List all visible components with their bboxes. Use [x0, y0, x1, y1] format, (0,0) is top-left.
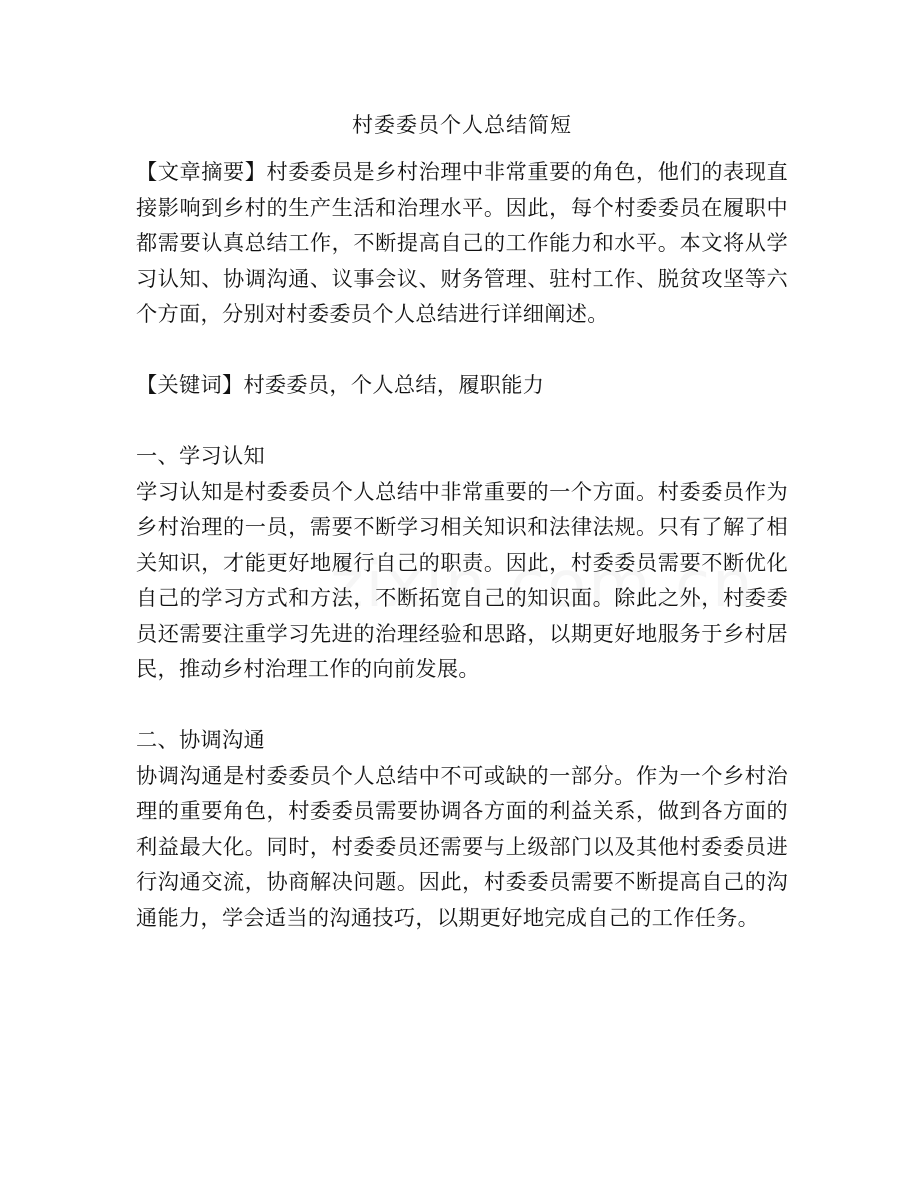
document-content [136, 104, 788, 935]
section-body-communication: 协调沟通是村委委员个人总结中不可或缺的一部分。作为一个乡村治理的重要角色，村委委员需要协调各方面的利益关系，做到各方面的利益最大化。同时，村委委员还需要与上级部门以及其他村委委员进行沟通交流，协商解决问题。因此，村委委员需要不断提高自己的沟通能力，学会适当的沟通技巧，以期更好地完成自己的工作任务。 [136, 762, 788, 930]
paragraph-spacer [136, 332, 788, 368]
paragraph-spacer [136, 687, 788, 723]
section-heading-communication: 二、协调沟通 [136, 727, 265, 752]
document-title: 村委委员个人总结简短 [352, 113, 572, 137]
section-heading-learning: 一、学习认知 [136, 443, 265, 468]
paragraph-spacer [136, 403, 788, 439]
section-body-learning: 学习认知是村委委员个人总结中非常重要的一个方面。村委委员作为乡村治理的一员，需要不断学习相关知识和法律法规。只有了解了相关知识，才能更好地履行自己的职责。因此，村委委员需要不断优化自己的学习方式和方法，不断拓宽自己的知识面。除此之外，村委委员还需要注重学习先进的治理经验和思路，以期更好地服务于乡村居民，推动乡村治理工作的向前发展。 [136, 478, 788, 681]
keywords-paragraph: 【关键词】村委委员，个人总结，履职能力 [136, 372, 545, 397]
abstract-paragraph: 【文章摘要】村委委员是乡村治理中非常重要的角色，他们的表现直接影响到乡村的生产生活和治理水平。因此，每个村委委员在履职中都需要认真总结工作，不断提高自己的工作能力和水平。本文将从学习认知、协调沟通、议事会议、财务管理、驻村工作、脱贫攻坚等六个方面，分别对村委委员个人总结进行详细阐述。 [136, 159, 788, 326]
